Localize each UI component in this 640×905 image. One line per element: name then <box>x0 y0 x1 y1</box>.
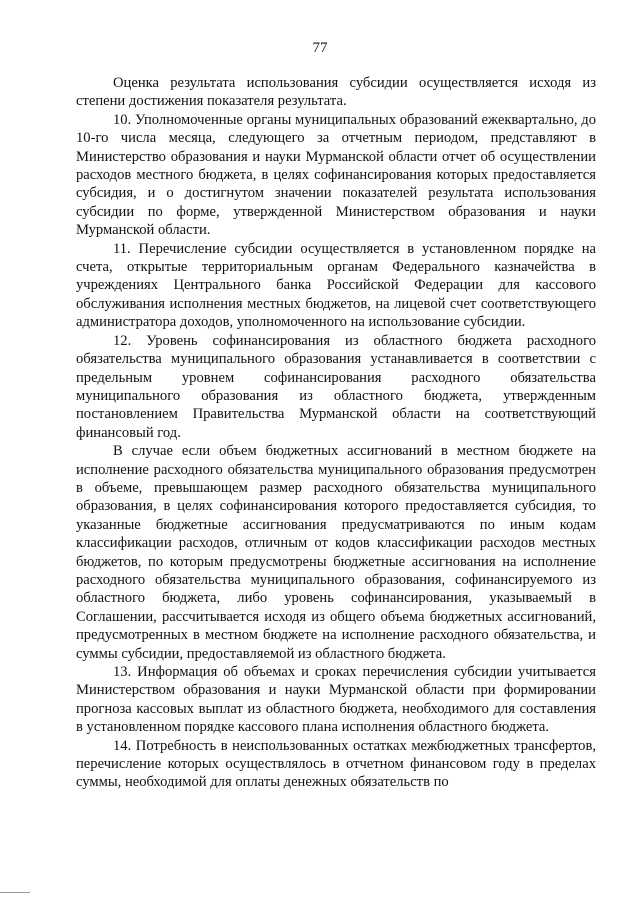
page-number: 77 <box>312 40 328 56</box>
paragraph-11: 11. Перечисление субсидии осуществляется в установленном порядке на счета, открытые территориальным органам Федерального казначейства в учреждениях Центрального банка Российской Федерации для кассового обслуживания исполнения местных бюджетов, на лицевой счет соответствующего администратора доходов, уполномоченного на использование субсидии. <box>76 240 596 331</box>
paragraph-10: 10. Уполномоченные органы муниципальных образований ежеквартально, до 10-го числа месяца, следующего за отчетным периодом, представляют в Министерство образования и науки Мурманской области отчет об осуществлении расходов местного бюджета, в целях софинансирования которых предоставляется субсидия, и о достигнутом значении показателей результата использования субсидии по форме, утвержденной Министерством образования и науки Мурманской области. <box>76 111 596 239</box>
document-body <box>76 74 596 792</box>
footer-rule <box>0 892 30 893</box>
paragraph-12-case: В случае если объем бюджетных ассигнований в местном бюджете на исполнение расходного обязательства муниципального образования предусмотрен в объеме, превышающем размер расходного обязательства муниципального образования, в целях софинансирования которого предоставляется субсидия, то указанные бюджетные ассигнования предусматриваются по иным кодам классификации расходов, отличным от кодов классификации расходов местных бюджетов, по которым предусмотрены бюджетные ассигнования на исполнение расходного обязательства муниципального образования, софинансируемого из областного бюджета, либо уровень софинансирования, указываемый в Соглашении, рассчитывается исходя из общего объема бюджетных ассигнований, предусмотренных в местном бюджете на исполнение расходного обязательства, и суммы субсидии, предоставляемой из областного бюджета. <box>76 443 596 662</box>
paragraph-12: 12. Уровень софинансирования из областного бюджета расходного обязательства муниципального образования устанавливается в соответствии с предельным уровнем софинансирования расходного обязательства муниципального образования из областного бюджета, утвержденным постановлением Правительства Мурманской области на соответствующий финансовый год. <box>76 332 596 441</box>
paragraph-result-evaluation: Оценка результата использования субсидии осуществляется исходя из степени достижения показателя результата. <box>76 75 596 110</box>
paragraph-13: 13. Информация об объемах и сроках перечисления субсидии учитывается Министерством образования и науки Мурманской области при формировании прогноза кассовых выплат из областного бюджета, необходимого для составления в установленном порядке кассового плана исполнения областного бюджета. <box>76 664 596 736</box>
paragraph-14: 14. Потребность в неиспользованных остатках межбюджетных трансфертов, перечисление которых осуществлялось в отчетном финансовом году в пределах суммы, необходимой для оплаты денежных обязательств по <box>76 737 596 791</box>
